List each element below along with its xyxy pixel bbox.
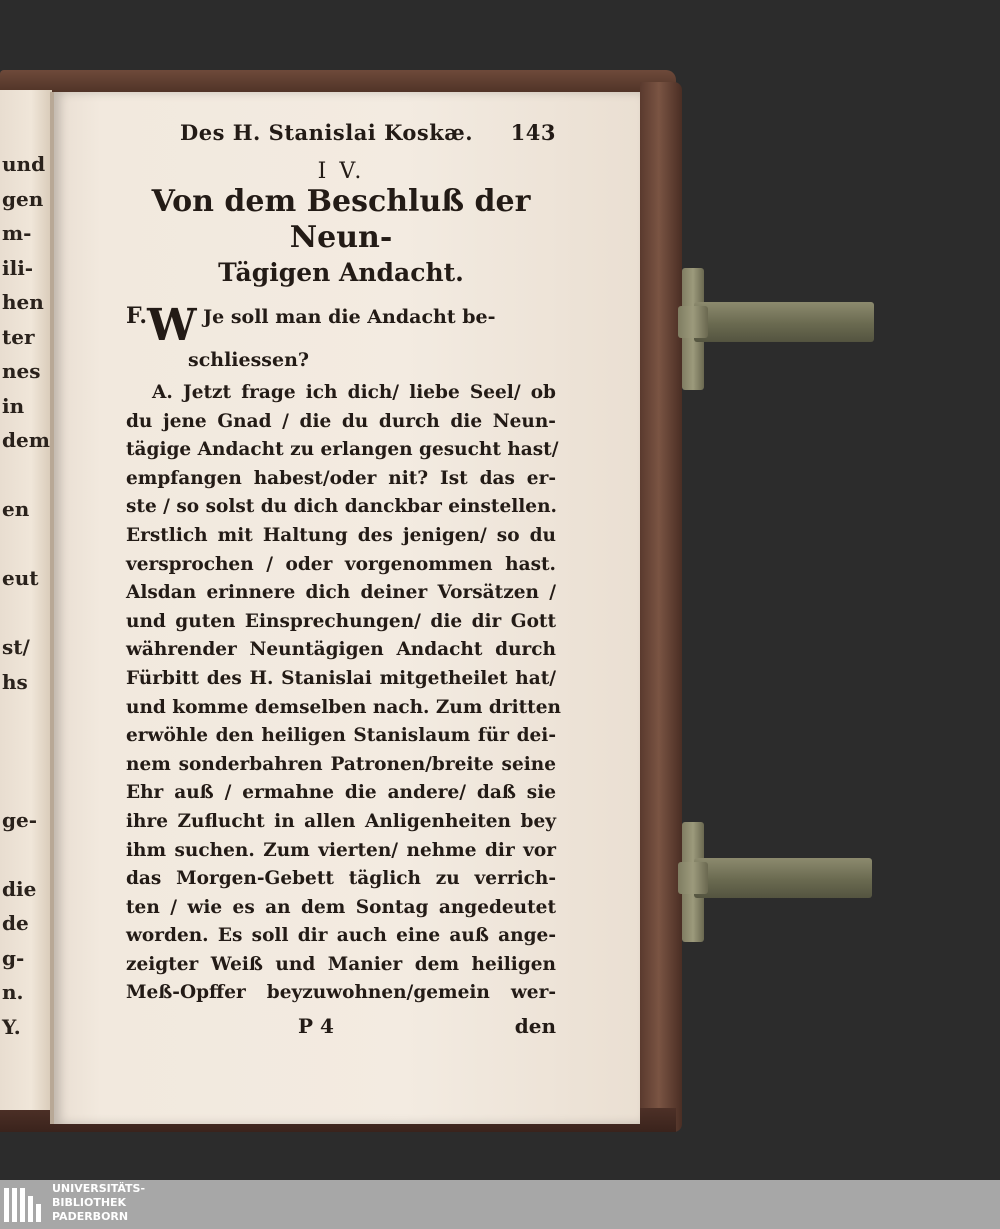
lower-clasp <box>676 820 876 944</box>
left-page-sliver <box>0 90 52 1110</box>
signature-mark: P 4 <box>298 1014 334 1039</box>
page-footer <box>126 1014 556 1038</box>
text-line: empfangen habest/oder nit? Ist das er- <box>126 467 556 489</box>
question <box>126 300 556 373</box>
text-line: Fürbitt des H. Stanislai mitgetheilet hat/ <box>126 667 556 689</box>
question-line-1: Je soll man die Andacht be- <box>203 306 496 328</box>
text-line: versprochen / oder vorgenommen hast. <box>126 553 556 575</box>
question-line-2: schliessen? <box>188 349 310 371</box>
left-page-fragment: st/ <box>2 635 30 659</box>
page-number: 143 <box>510 120 556 145</box>
drop-cap: W <box>147 300 197 351</box>
left-page-fragment: ili- <box>2 255 34 280</box>
text-line: und guten Einsprechungen/ die dir Gott <box>126 610 556 632</box>
text-line: A. Jetzt frage ich dich/ liebe Seel/ ob <box>152 382 556 403</box>
left-page-fragment: ter <box>2 324 35 349</box>
text-line: ihre Zuflucht in allen Anligenheiten bey <box>126 810 556 832</box>
library-name-line-2: BIBLIOTHEK <box>52 1196 127 1209</box>
running-header <box>126 120 556 145</box>
text-line: währender Neuntägigen Andacht durch <box>126 639 556 661</box>
library-name-line-3: PADERBORN <box>52 1210 129 1223</box>
book-spine-edge <box>640 82 682 1132</box>
text-line: tägige Andacht zu erlangen gesucht hast/ <box>126 439 559 461</box>
text-line: zeigter Weiß und Manier dem heiligen <box>126 953 556 975</box>
left-page-fragment: dem <box>2 428 50 452</box>
left-page-fragment: hen <box>2 290 44 314</box>
book-page <box>54 92 640 1124</box>
text-line: worden. Es soll dir auch eine auß ange- <box>126 925 556 947</box>
left-page-fragment: und <box>2 152 46 176</box>
text-line: erwöhle den heiligen Stanislaum für dei- <box>126 725 556 747</box>
text-line: ste / so solst du dich danckbar einstellen. <box>126 496 557 518</box>
upper-clasp <box>676 266 876 392</box>
left-page-fragment: ge- <box>2 807 38 832</box>
left-page-fragment: Y. <box>2 1014 21 1039</box>
text-line: Ehr auß / ermahne die andere/ daß sie <box>126 782 556 804</box>
chapter-heading: Von dem Beschluß der Neun- <box>151 184 531 255</box>
left-page-fragment: gen <box>2 186 44 211</box>
page-text <box>126 120 561 1039</box>
left-page-fragment: g- <box>2 945 25 970</box>
body-text <box>126 379 561 1008</box>
running-head: Des H. Stanislai Koskæ. <box>180 120 474 145</box>
catchword: den <box>514 1014 556 1039</box>
library-logo-icon <box>0 1180 48 1229</box>
left-page-fragment: nes <box>2 359 41 383</box>
chapter-heading-2: Tägigen Andacht. <box>218 258 464 287</box>
question-prefix: F. <box>126 303 148 329</box>
left-page-fragment: hs <box>2 669 28 694</box>
left-page-fragment: n. <box>2 980 24 1004</box>
text-line: das Morgen-Gebett täglich zu verrich- <box>126 868 556 890</box>
library-banner <box>0 1180 1000 1229</box>
text-line: du jene Gnad / die du durch die Neun- <box>126 410 556 432</box>
text-line: ten / wie es an dem Sontag angedeutet <box>126 896 556 918</box>
chapter-number: I V. <box>317 159 365 184</box>
text-line: nem sonderbahren Patronen/breite seine <box>126 753 556 775</box>
left-page-fragment: de <box>2 911 29 935</box>
library-name-line-1: UNIVERSITÄTS- <box>52 1182 146 1195</box>
left-page-fragment: eut <box>2 566 39 590</box>
library-name <box>52 1182 145 1224</box>
left-page-fragment: die <box>2 876 37 901</box>
text-line: und komme demselben nach. Zum dritten <box>126 696 561 718</box>
text-line: Erstlich mit Haltung des jenigen/ so du <box>126 524 556 546</box>
text-line: ihm suchen. Zum vierten/ nehme dir vor <box>126 839 556 861</box>
left-page-fragment: in <box>2 393 25 418</box>
left-page-fragment: m- <box>2 221 32 245</box>
text-line: Alsdan erinnere dich deiner Vorsätzen / <box>126 582 556 604</box>
text-line: Meß-Opffer beyzuwohnen/gemein wer- <box>126 982 556 1004</box>
left-page-fragment: en <box>2 497 30 521</box>
